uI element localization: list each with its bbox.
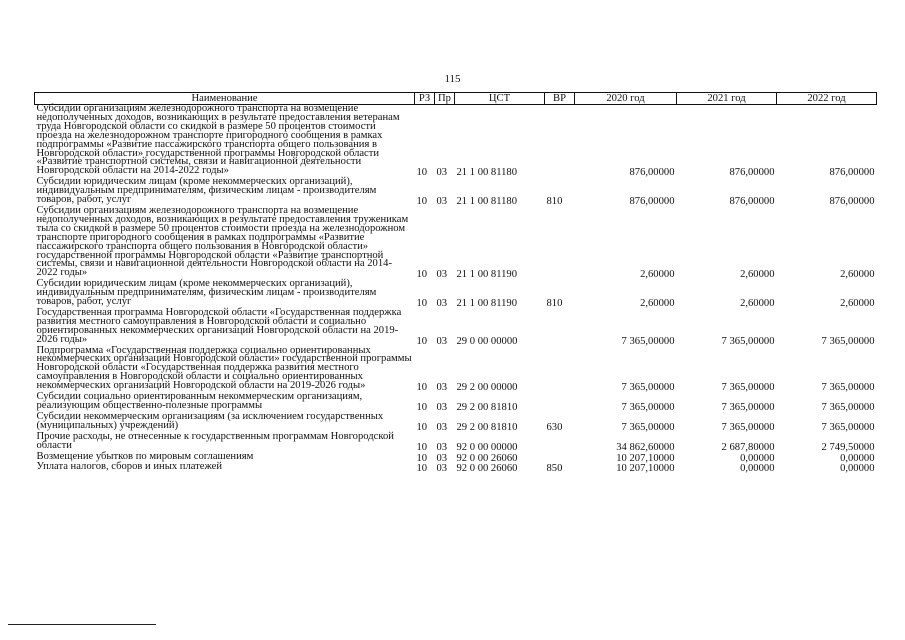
table-row <box>35 207 877 280</box>
table-row <box>35 309 877 347</box>
cell-2021: 2 687,80000 <box>721 441 775 453</box>
cell-rz: 10 <box>416 402 428 413</box>
table-row <box>35 413 877 433</box>
cell-pr: 03 <box>436 452 448 464</box>
cell-pr: 03 <box>436 421 448 433</box>
cell-name: Субсидии юридическим лицам (кроме некоммерческих организаций), индивидуальным предпринимателям, физическим лицам - производителям товаров, работ, услуг <box>36 278 377 308</box>
cell-vr <box>545 347 575 394</box>
cell-name: Субсидии социально ориентированным некоммерческим организациям, реализующим общественно-полезные программы <box>36 391 363 411</box>
cell-cst: 29 2 00 81810 <box>456 402 518 413</box>
cell-vr <box>545 453 575 464</box>
cell-2022: 2,60000 <box>840 298 875 310</box>
cell-vr: 810 <box>546 298 563 310</box>
cell-pr: 03 <box>436 463 448 475</box>
cell-2020: 10 207,10000 <box>616 463 675 475</box>
header-2020: 2020 год <box>575 93 677 105</box>
cell-2020: 876,00000 <box>629 196 675 208</box>
cell-2022: 2 749,50000 <box>821 441 875 453</box>
cell-2020: 34 862,60000 <box>616 441 675 453</box>
cell-2020: 876,00000 <box>629 167 675 179</box>
page-number: 115 <box>444 73 461 85</box>
cell-pr: 03 <box>436 196 448 208</box>
cell-2020: 7 365,00000 <box>621 402 675 413</box>
cell-2020: 7 365,00000 <box>621 335 675 347</box>
cell-name: Субсидии юридическим лицам (кроме некоммерческих организаций), индивидуальным предпринимателям, физическим лицам - производителям товаров, работ, услуг <box>36 176 377 206</box>
cell-rz: 10 <box>416 298 428 310</box>
cell-2021: 7 365,00000 <box>721 402 775 413</box>
cell-2021: 7 365,00000 <box>721 335 775 347</box>
cell-vr: 850 <box>546 463 563 475</box>
cell-cst: 29 2 00 81810 <box>456 421 518 433</box>
cell-pr: 03 <box>436 441 448 453</box>
cell-cst: 92 0 00 26060 <box>456 463 518 475</box>
table-row <box>35 178 877 207</box>
cell-cst: 21 1 00 81190 <box>456 269 518 281</box>
cell-rz: 10 <box>416 382 428 394</box>
header-cst: ЦСТ <box>455 93 545 105</box>
cell-name: Государственная программа Новгородской области «Государственная поддержка развития местного самоуправления в Новгородской области и социально ориентированных некоммерческих организаций Новгородской области на 2019-2026 годы» <box>36 306 402 345</box>
cell-pr: 03 <box>436 167 448 179</box>
cell-name: Субсидии организациям железнодорожного транспорта на возмещение недополученных доходов, возникающих в результате предоставления ветеранам труда Новгородской области со скидкой в размере 50 процентов стоимости проезда на железнодорожном транспорте пригородного сообщения в рамках подпрограммы «Развитие пассажирского транспорта общего пользования в Новгородской области» государственной программы Новгородской области «Развитие транспортной системы, связи и навигационной деятельности Новгородской области на 2014-2022 годы» <box>36 103 400 177</box>
cell-2020: 7 365,00000 <box>621 421 675 433</box>
cell-2022: 7 365,00000 <box>821 382 875 394</box>
cell-cst: 29 2 00 00000 <box>456 382 518 394</box>
cell-2020: 2,60000 <box>640 298 675 310</box>
cell-2021: 7 365,00000 <box>721 421 775 433</box>
cell-vr <box>545 105 575 179</box>
cell-cst: 92 0 00 00000 <box>456 441 518 453</box>
cell-name: Субсидии некоммерческим организациям (за исключением государственных (муниципальных) учреждений) <box>36 410 384 431</box>
cell-2022: 876,00000 <box>829 167 875 179</box>
cell-2021: 876,00000 <box>729 196 775 208</box>
cell-2021: 7 365,00000 <box>721 382 775 394</box>
cell-rz: 10 <box>416 463 428 475</box>
cell-pr: 03 <box>436 402 448 413</box>
cell-vr <box>545 309 575 347</box>
cell-2022: 0,00000 <box>840 452 875 464</box>
cell-pr: 03 <box>436 269 448 281</box>
cell-cst: 21 1 00 81180 <box>456 167 518 179</box>
cell-vr <box>545 393 575 413</box>
cell-2021: 0,00000 <box>740 452 775 464</box>
cell-2021: 2,60000 <box>740 298 775 310</box>
header-pr: Пр <box>435 93 455 105</box>
cell-vr: 630 <box>546 421 563 433</box>
cell-2022: 876,00000 <box>829 196 875 208</box>
cell-rz: 10 <box>416 167 428 179</box>
table-row <box>35 393 877 413</box>
cell-2022: 2,60000 <box>840 269 875 281</box>
cell-name: Уплата налогов, сборов и иных платежей <box>36 461 223 473</box>
footnote-divider <box>8 624 156 625</box>
cell-2022: 7 365,00000 <box>821 335 875 347</box>
cell-2021: 876,00000 <box>729 167 775 179</box>
cell-pr: 03 <box>436 382 448 394</box>
cell-cst: 29 0 00 00000 <box>456 335 518 347</box>
cell-2020: 7 365,00000 <box>621 382 675 394</box>
cell-name: Возмещение убытков по мировым соглашениям <box>36 450 254 462</box>
header-name: Наименование <box>35 93 415 105</box>
table-row <box>35 463 877 474</box>
header-2021: 2021 год <box>677 93 777 105</box>
cell-rz: 10 <box>416 335 428 347</box>
table-row <box>35 347 877 394</box>
cell-2022: 7 365,00000 <box>821 421 875 433</box>
cell-cst: 21 1 00 81180 <box>456 196 518 208</box>
cell-rz: 10 <box>416 196 428 208</box>
cell-2022: 0,00000 <box>840 463 875 475</box>
cell-2020: 10 207,10000 <box>616 452 675 464</box>
cell-cst: 21 1 00 81190 <box>456 298 518 310</box>
table-row <box>35 280 877 309</box>
cell-rz: 10 <box>416 452 428 464</box>
cell-rz: 10 <box>416 269 428 281</box>
cell-rz: 10 <box>416 421 428 433</box>
table-row <box>35 105 877 179</box>
budget-table <box>34 92 877 474</box>
cell-vr: 810 <box>546 196 563 208</box>
header-rz: РЗ <box>415 93 435 105</box>
cell-2021: 0,00000 <box>740 463 775 475</box>
cell-vr <box>545 207 575 280</box>
cell-2022: 7 365,00000 <box>821 402 875 413</box>
cell-pr: 03 <box>436 298 448 310</box>
header-2022: 2022 год <box>777 93 877 105</box>
cell-vr <box>545 433 575 453</box>
header-vr: ВР <box>545 93 575 105</box>
cell-name: Подпрограмма «Государственная поддержка социально ориентированных некоммерческих организаций Новгородской области» государственной программы Новгородской области «Государственная поддержка развития местного самоуправления в Новгородской области и социально ориентированных некоммерческих организаций Новгородской области на 2019-2026 годы» <box>36 344 412 392</box>
cell-2020: 2,60000 <box>640 269 675 281</box>
cell-2021: 2,60000 <box>740 269 775 281</box>
cell-name: Субсидии организациям железнодорожного транспорта на возмещение недополученных доходов, возникающих в результате предоставления труженикам тыла со скидкой в размере 50 процентов стоимости проезда на железнодорожном транспорте пригородного сообщения в рамках подпрограммы «Развитие пассажирского транспорта общего пользования в Новгородской области» государственной программы Новгородской области «Развитие транспортной системы, связи и навигационной деятельности Новгородской области на 2014-2022 годы» <box>36 204 409 279</box>
cell-pr: 03 <box>436 335 448 347</box>
cell-cst: 92 0 00 26060 <box>456 452 518 464</box>
cell-rz: 10 <box>416 441 428 453</box>
cell-name: Прочие расходы, не отнесенные к государственным программам Новгородской области <box>36 430 394 451</box>
table-row <box>35 433 877 453</box>
